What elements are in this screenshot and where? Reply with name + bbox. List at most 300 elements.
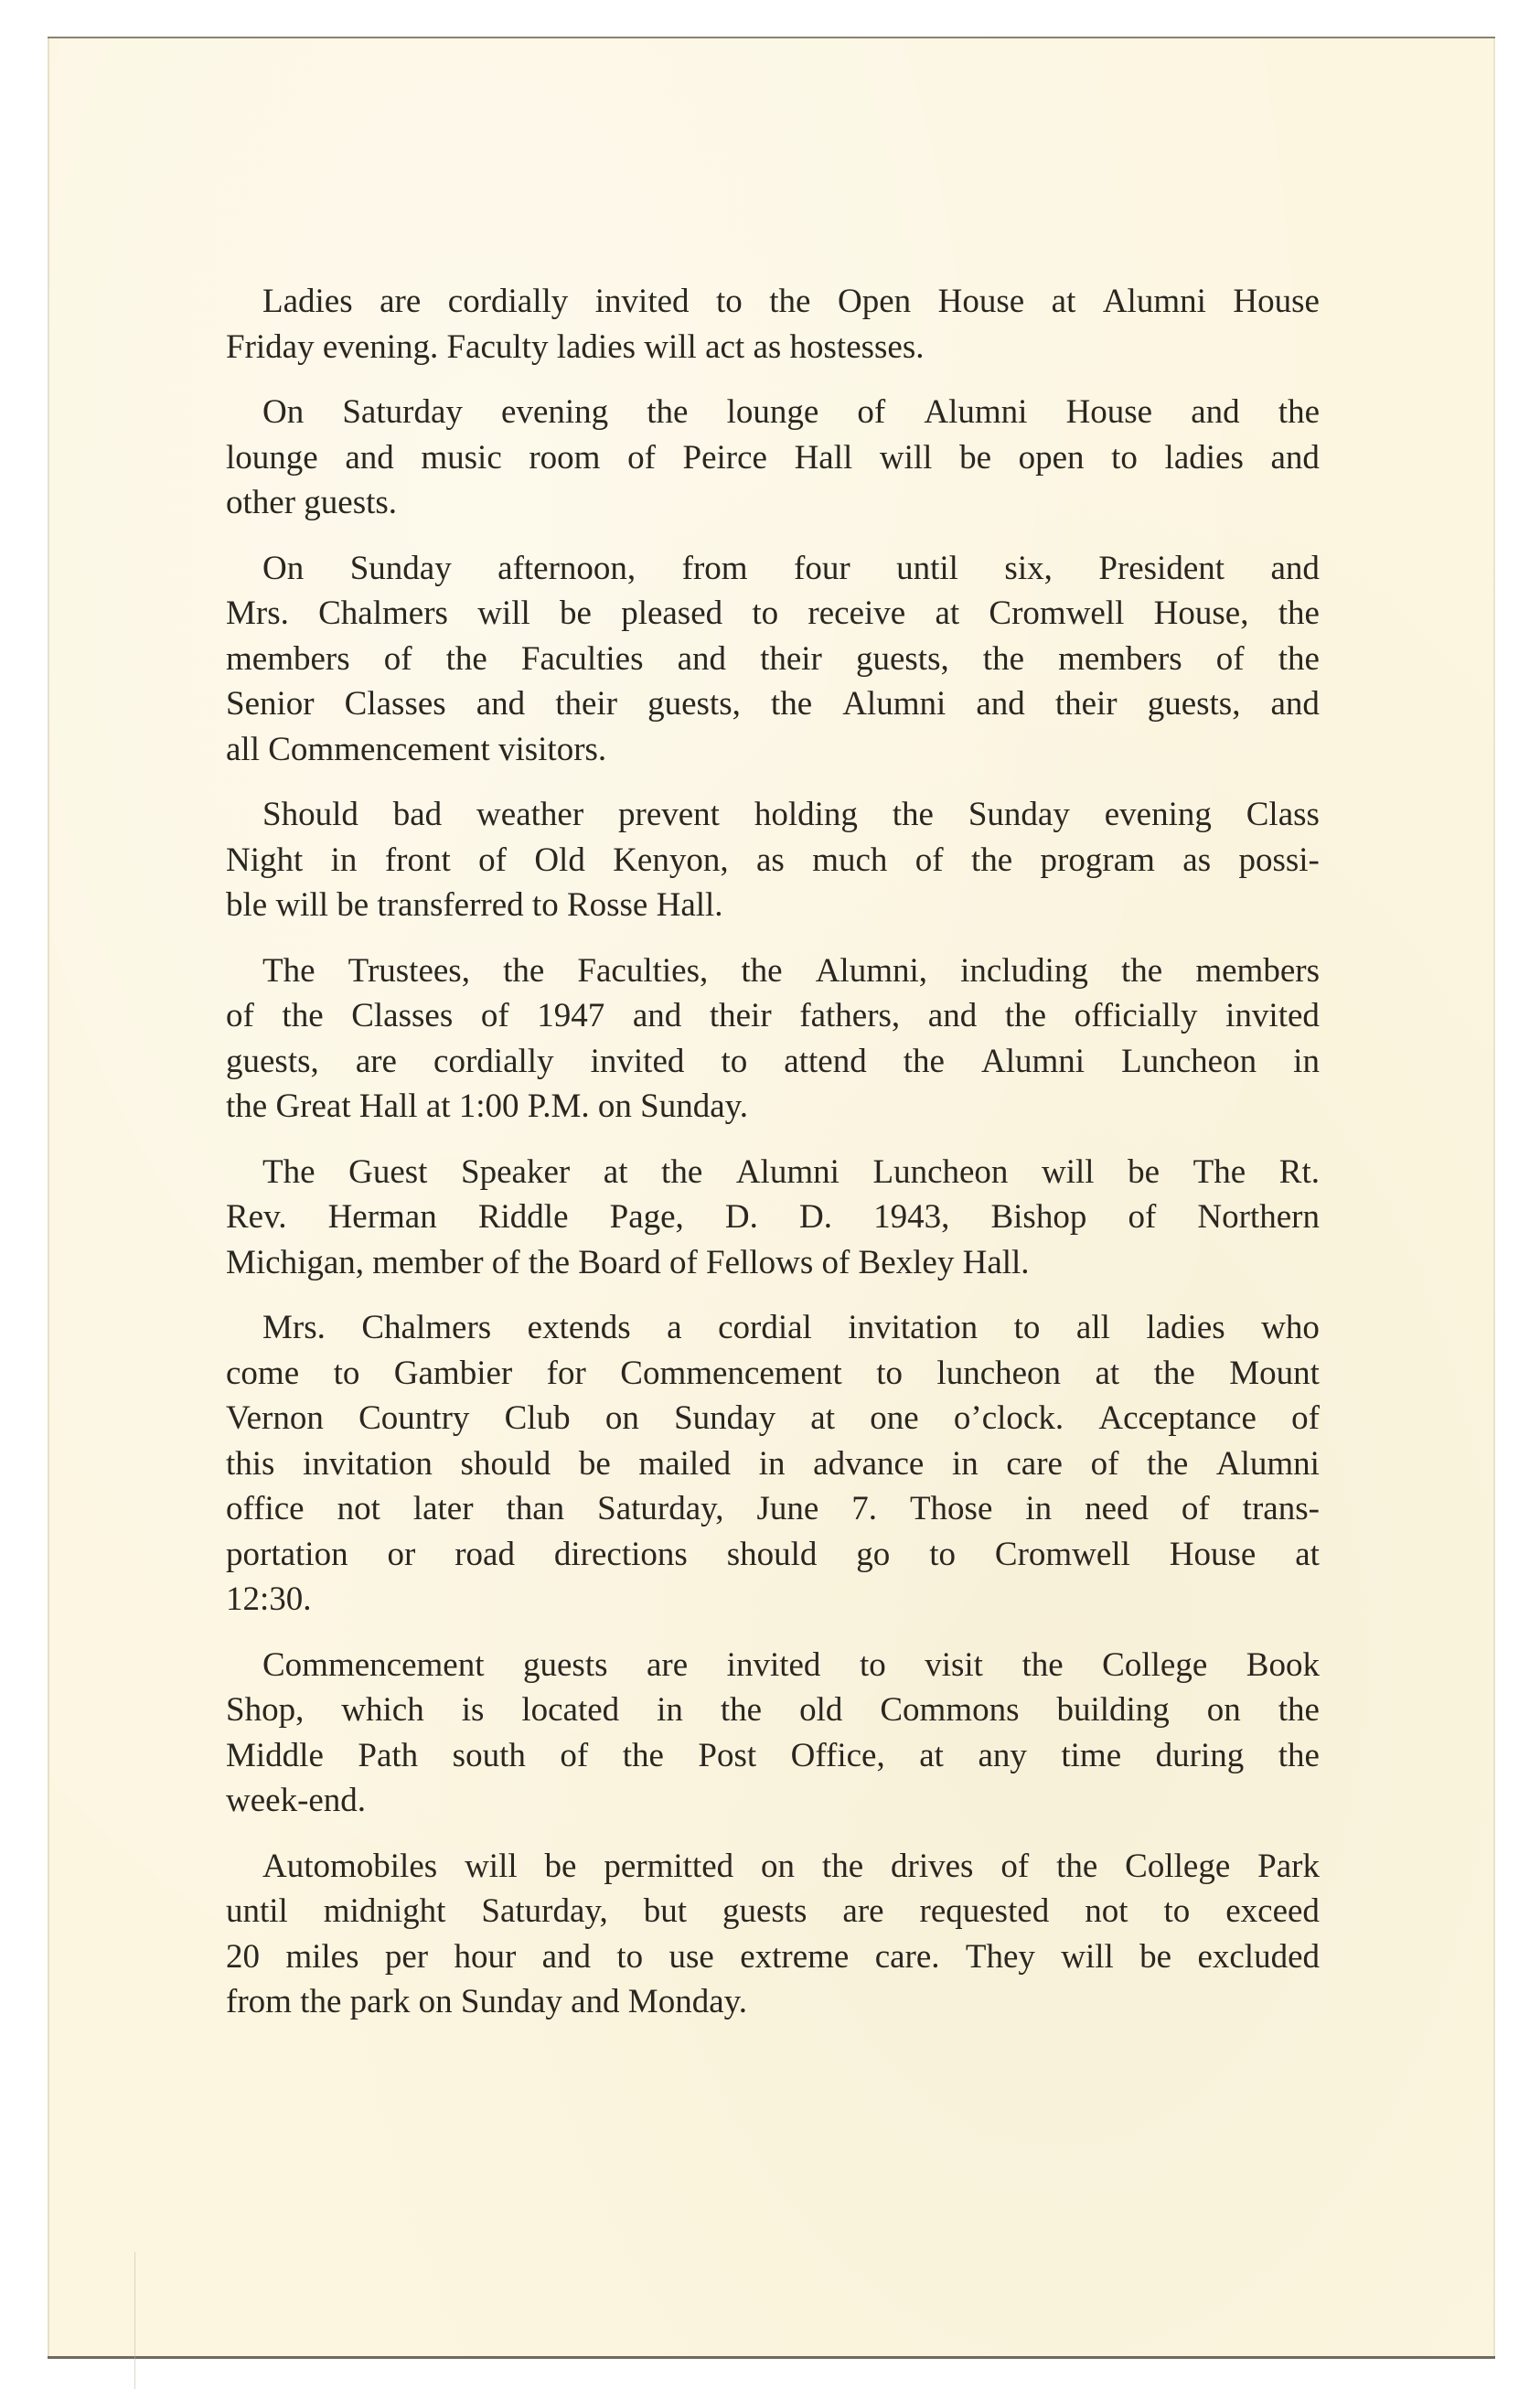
word: on xyxy=(761,1847,796,1885)
word: care. xyxy=(874,1937,940,1976)
text-line xyxy=(226,1305,1320,1351)
word: Post xyxy=(698,1736,757,1774)
word: go xyxy=(856,1535,891,1573)
word: o’clock. xyxy=(953,1399,1064,1437)
text-line xyxy=(226,1486,1320,1532)
word: Alumni xyxy=(1215,1444,1320,1483)
word: guests xyxy=(523,1645,608,1684)
text-line: 12:30. xyxy=(226,1580,312,1618)
word: guests, xyxy=(226,1042,319,1080)
text-line xyxy=(226,1195,1320,1240)
word: the xyxy=(1278,639,1320,678)
word: road xyxy=(455,1535,515,1573)
word: to xyxy=(1163,1892,1191,1930)
word: to xyxy=(716,283,743,320)
word: House xyxy=(937,283,1025,320)
word: Classes xyxy=(351,997,454,1034)
word: in xyxy=(951,1444,979,1483)
word: attend xyxy=(784,1042,867,1080)
word: be xyxy=(959,438,991,477)
word: ladies xyxy=(1164,438,1244,477)
word: lounge xyxy=(726,393,819,431)
word: of xyxy=(1291,1399,1320,1437)
word: Alumni xyxy=(1102,283,1206,320)
word: the xyxy=(622,1736,664,1774)
word: members xyxy=(1195,951,1320,990)
word: Alumni xyxy=(981,1042,1085,1080)
word: Classes xyxy=(344,685,446,723)
word: the xyxy=(1147,1444,1189,1483)
word: of xyxy=(1128,1198,1157,1236)
paragraph-alumni-luncheon xyxy=(226,948,1320,1130)
word: midnight xyxy=(323,1892,446,1930)
word: will xyxy=(879,438,933,477)
word: and xyxy=(1270,549,1320,587)
word: to xyxy=(859,1645,886,1684)
word: The xyxy=(262,951,315,990)
word: until xyxy=(226,1892,288,1930)
word: Northern xyxy=(1197,1198,1320,1236)
word: guests, xyxy=(855,639,949,678)
text-line xyxy=(226,279,1320,325)
word: Class xyxy=(1246,796,1320,833)
word: invited xyxy=(594,283,690,320)
word: Guest xyxy=(348,1152,428,1191)
word: Commencement xyxy=(620,1354,842,1392)
word: per xyxy=(384,1937,429,1976)
word: not xyxy=(1085,1892,1128,1930)
document-body xyxy=(226,279,1320,2045)
word: be xyxy=(1139,1937,1172,1976)
paragraph-sunday-reception xyxy=(226,546,1320,773)
word: cordially xyxy=(433,1042,554,1080)
word: invited xyxy=(726,1645,821,1684)
word: not xyxy=(337,1490,380,1527)
word: for xyxy=(546,1354,586,1392)
word: south xyxy=(452,1736,526,1774)
word: Rt. xyxy=(1278,1152,1320,1191)
word: weather xyxy=(476,796,584,833)
word: extends xyxy=(527,1309,631,1346)
word: the xyxy=(769,283,811,320)
word: invitation xyxy=(848,1309,979,1346)
word: 7. xyxy=(851,1490,877,1527)
word: the xyxy=(1121,951,1163,990)
word: and xyxy=(927,997,978,1034)
word: to xyxy=(1013,1309,1041,1346)
word: exceed xyxy=(1225,1892,1320,1930)
word: invitation xyxy=(303,1444,433,1483)
word: On xyxy=(262,393,305,431)
word: including xyxy=(960,951,1088,990)
text-line xyxy=(226,637,1320,682)
word: Trustees, xyxy=(348,951,470,990)
word: invited xyxy=(590,1042,685,1080)
word: are xyxy=(647,1645,689,1684)
word: Path xyxy=(358,1736,419,1774)
word: the xyxy=(770,685,813,723)
word: Middle xyxy=(226,1736,324,1774)
word: Ladies xyxy=(262,283,353,320)
word: four xyxy=(794,549,850,587)
word: Saturday, xyxy=(597,1490,724,1527)
word: to xyxy=(721,1042,748,1080)
word: guests xyxy=(722,1892,807,1930)
word: pleased xyxy=(621,595,723,632)
word: Sunday xyxy=(349,549,452,587)
word: Gambier xyxy=(393,1354,513,1392)
word: Peirce xyxy=(682,438,767,477)
word: Book xyxy=(1246,1645,1320,1684)
word: D. xyxy=(799,1198,832,1236)
word: Cromwell xyxy=(994,1535,1130,1573)
text-line xyxy=(226,1351,1320,1397)
word: office xyxy=(226,1490,305,1527)
paragraph-bad-weather xyxy=(226,792,1320,928)
word: during xyxy=(1155,1736,1245,1774)
word: cordially xyxy=(447,283,569,320)
word: Commencement xyxy=(262,1645,485,1684)
word: of xyxy=(1215,639,1245,678)
word: front xyxy=(384,841,451,879)
word: Luncheon xyxy=(872,1152,1009,1191)
word: Faculties, xyxy=(577,951,709,990)
word: Rev. xyxy=(226,1198,287,1236)
word: Old xyxy=(534,841,585,879)
word: and xyxy=(541,1937,592,1976)
word: Alumni xyxy=(735,1152,840,1191)
word: Open xyxy=(837,283,912,320)
word: Club xyxy=(504,1399,571,1437)
word: old xyxy=(799,1691,843,1729)
word: cordial xyxy=(718,1309,812,1346)
word: at xyxy=(1095,1354,1120,1392)
word: Chalmers xyxy=(361,1309,492,1346)
word: Night xyxy=(226,841,304,879)
word: open xyxy=(1018,438,1085,477)
word: at xyxy=(810,1399,835,1437)
word: Alumni xyxy=(842,685,946,723)
word: and xyxy=(476,685,526,723)
text-line xyxy=(226,1039,1320,1085)
word: Luncheon xyxy=(1121,1042,1257,1080)
word: room xyxy=(529,438,601,477)
word: are xyxy=(842,1892,884,1930)
word: six, xyxy=(1004,549,1053,587)
word: 20 xyxy=(226,1937,260,1976)
text-line xyxy=(226,546,1320,592)
word: evening xyxy=(501,393,609,431)
word: the xyxy=(1153,1354,1195,1392)
word: than xyxy=(506,1490,565,1527)
word: the xyxy=(1278,1691,1320,1729)
word: House xyxy=(1169,1535,1257,1573)
word: of xyxy=(480,997,509,1034)
word: will xyxy=(477,595,530,632)
word: extreme xyxy=(740,1937,850,1976)
word: on xyxy=(1206,1691,1241,1729)
text-line xyxy=(226,390,1320,435)
word: as xyxy=(755,841,785,879)
word: be xyxy=(578,1444,611,1483)
text-line: all Commencement visitors. xyxy=(226,730,607,768)
word: bad xyxy=(392,796,443,833)
word: the xyxy=(1056,1847,1098,1885)
word: their xyxy=(760,639,822,678)
word: Should xyxy=(262,796,358,833)
word: to xyxy=(333,1354,360,1392)
word: House, xyxy=(1153,595,1249,632)
word: will xyxy=(465,1847,518,1885)
word: Saturday, xyxy=(481,1892,608,1930)
word: Saturday xyxy=(342,393,463,431)
word: is xyxy=(461,1691,485,1729)
word: or xyxy=(387,1535,416,1573)
word: invited xyxy=(1225,997,1320,1034)
word: at xyxy=(603,1152,628,1191)
word: miles xyxy=(285,1937,359,1976)
word: on xyxy=(604,1399,639,1437)
word: members xyxy=(226,639,350,678)
word: advance xyxy=(813,1444,925,1483)
word: and xyxy=(1270,685,1320,723)
word: The xyxy=(262,1152,315,1191)
word: guests, xyxy=(1147,685,1241,723)
word: in xyxy=(1293,1042,1320,1080)
text-line xyxy=(226,1733,1320,1779)
word: of xyxy=(627,438,656,477)
word: Speaker xyxy=(461,1152,571,1191)
word: evening xyxy=(1104,796,1212,833)
word: Acceptance xyxy=(1098,1399,1257,1437)
word: of xyxy=(914,841,944,879)
paragraph-guest-speaker xyxy=(226,1150,1320,1286)
text-line: Friday evening. Faculty ladies will act as hostesses. xyxy=(226,327,925,366)
text-line: other guests. xyxy=(226,484,398,521)
paragraph-book-shop xyxy=(226,1643,1320,1824)
word: President xyxy=(1098,549,1225,587)
word: but xyxy=(643,1892,687,1930)
word: trans- xyxy=(1242,1490,1320,1527)
word: will xyxy=(1061,1937,1114,1976)
word: holding xyxy=(754,796,858,833)
word: be xyxy=(1128,1152,1160,1191)
word: their xyxy=(1054,685,1118,723)
paragraph-automobiles xyxy=(226,1844,1320,2025)
text-line xyxy=(226,838,1320,884)
word: to xyxy=(876,1354,903,1392)
text-line xyxy=(226,1396,1320,1441)
word: program xyxy=(1040,841,1155,879)
word: Office, xyxy=(790,1736,885,1774)
word: officially xyxy=(1074,997,1198,1034)
word: and xyxy=(632,997,682,1034)
word: at xyxy=(1051,283,1076,320)
text-line xyxy=(226,435,1320,481)
text-line xyxy=(226,1889,1320,1934)
word: Herman xyxy=(327,1198,437,1236)
word: Park xyxy=(1257,1847,1320,1885)
word: this xyxy=(226,1444,275,1483)
word: College xyxy=(1125,1847,1231,1885)
word: and xyxy=(345,438,394,477)
text-line: week-end. xyxy=(226,1782,367,1819)
word: and xyxy=(976,685,1025,723)
word: at xyxy=(935,595,960,632)
word: from xyxy=(681,549,748,587)
word: They xyxy=(965,1937,1035,1976)
word: The xyxy=(1192,1152,1246,1191)
word: Mount xyxy=(1229,1354,1320,1392)
word: directions xyxy=(553,1535,688,1573)
word: the xyxy=(1021,1645,1064,1684)
word: Cromwell xyxy=(989,595,1125,632)
word: in xyxy=(657,1691,683,1729)
word: in xyxy=(330,841,358,879)
paragraph-saturday-lounge xyxy=(226,390,1320,526)
word: fathers, xyxy=(799,997,901,1034)
word: any xyxy=(978,1736,1027,1774)
word: and xyxy=(1191,393,1240,431)
word: of xyxy=(383,639,412,678)
word: the xyxy=(821,1847,864,1885)
word: be xyxy=(560,595,592,632)
word: their xyxy=(555,685,618,723)
word: be xyxy=(544,1847,577,1885)
word: of xyxy=(1000,1847,1030,1885)
word: time xyxy=(1061,1736,1122,1774)
word: of xyxy=(560,1736,589,1774)
text-line xyxy=(226,1643,1320,1688)
word: the xyxy=(1004,997,1047,1034)
text-line xyxy=(226,1150,1320,1195)
text-line xyxy=(226,681,1320,727)
word: at xyxy=(1295,1535,1320,1573)
word: need xyxy=(1085,1490,1149,1527)
word: should xyxy=(460,1444,551,1483)
word: guests, xyxy=(647,685,741,723)
word: Sunday xyxy=(674,1399,776,1437)
word: portation xyxy=(226,1535,348,1573)
word: afternoon, xyxy=(497,549,636,587)
word: Alumni, xyxy=(815,951,928,990)
word: are xyxy=(355,1042,397,1080)
word: excluded xyxy=(1197,1937,1320,1976)
word: to xyxy=(1111,438,1138,477)
word: later xyxy=(412,1490,474,1527)
word: in xyxy=(758,1444,786,1483)
word: and xyxy=(1270,438,1320,477)
text-line xyxy=(226,1934,1320,1980)
word: music xyxy=(421,438,502,477)
word: receive xyxy=(807,595,906,632)
word: are xyxy=(380,283,422,320)
word: Kenyon, xyxy=(613,841,729,879)
word: care xyxy=(1006,1444,1063,1483)
word: the xyxy=(445,639,487,678)
text-line: from the park on Sunday and Monday. xyxy=(226,1983,747,2020)
word: to xyxy=(616,1937,644,1976)
word: all xyxy=(1075,1309,1110,1346)
word: should xyxy=(726,1535,818,1573)
word: 1947 xyxy=(537,997,605,1034)
word: Sunday xyxy=(968,796,1070,833)
word: the xyxy=(1278,595,1320,632)
word: possi- xyxy=(1238,841,1320,879)
word: the xyxy=(720,1691,763,1729)
text-line: ble will be transferred to Rosse Hall. xyxy=(226,886,723,924)
text-line xyxy=(226,948,1320,994)
word: Country xyxy=(358,1399,470,1437)
word: lounge xyxy=(226,438,318,477)
paper-crease xyxy=(134,2252,135,2389)
word: the xyxy=(741,951,783,990)
text-line: Michigan, member of the Board of Fellows of Bexley Hall. xyxy=(226,1243,1030,1281)
word: who xyxy=(1261,1309,1320,1346)
word: drives xyxy=(891,1847,974,1885)
word: 1943, xyxy=(873,1198,950,1236)
text-line xyxy=(226,1441,1320,1487)
word: Mrs. xyxy=(262,1309,326,1346)
word: prevent xyxy=(618,796,720,833)
paragraph-open-house xyxy=(226,279,1320,370)
text-line xyxy=(226,792,1320,838)
word: Those xyxy=(909,1490,993,1527)
text-line xyxy=(226,1844,1320,1890)
word: luncheon xyxy=(936,1354,1062,1392)
text-line xyxy=(226,993,1320,1039)
word: to xyxy=(929,1535,956,1573)
word: Bishop xyxy=(990,1198,1087,1236)
word: College xyxy=(1102,1645,1208,1684)
word: House xyxy=(1065,393,1153,431)
word: the xyxy=(503,951,545,990)
word: the xyxy=(903,1042,945,1080)
word: of xyxy=(226,997,254,1034)
word: Chalmers xyxy=(318,595,448,632)
word: building xyxy=(1056,1691,1170,1729)
word: members xyxy=(1058,639,1182,678)
word: Vernon xyxy=(226,1399,324,1437)
word: Senior xyxy=(226,685,315,723)
word: will xyxy=(1042,1152,1095,1191)
word: the xyxy=(970,841,1013,879)
text-line xyxy=(226,591,1320,637)
word: of xyxy=(1090,1444,1119,1483)
word: at xyxy=(919,1736,944,1774)
paragraph-ladies-luncheon xyxy=(226,1305,1320,1623)
word: much xyxy=(812,841,888,879)
word: Automobiles xyxy=(262,1847,438,1885)
text-line: the Great Hall at 1:00 P.M. on Sunday. xyxy=(226,1088,749,1125)
word: as xyxy=(1182,841,1212,879)
word: their xyxy=(709,997,772,1034)
word: to xyxy=(752,595,779,632)
word: hour xyxy=(454,1937,517,1976)
word: the xyxy=(1278,393,1320,431)
word: requested xyxy=(919,1892,1050,1930)
word: of xyxy=(857,393,886,431)
word: On xyxy=(262,549,305,587)
word: one xyxy=(870,1399,919,1437)
word: the xyxy=(282,997,324,1034)
word: use xyxy=(668,1937,714,1976)
word: the xyxy=(647,393,689,431)
word: the xyxy=(892,796,934,833)
word: of xyxy=(478,841,507,879)
word: which xyxy=(341,1691,424,1729)
word: come xyxy=(226,1354,300,1392)
